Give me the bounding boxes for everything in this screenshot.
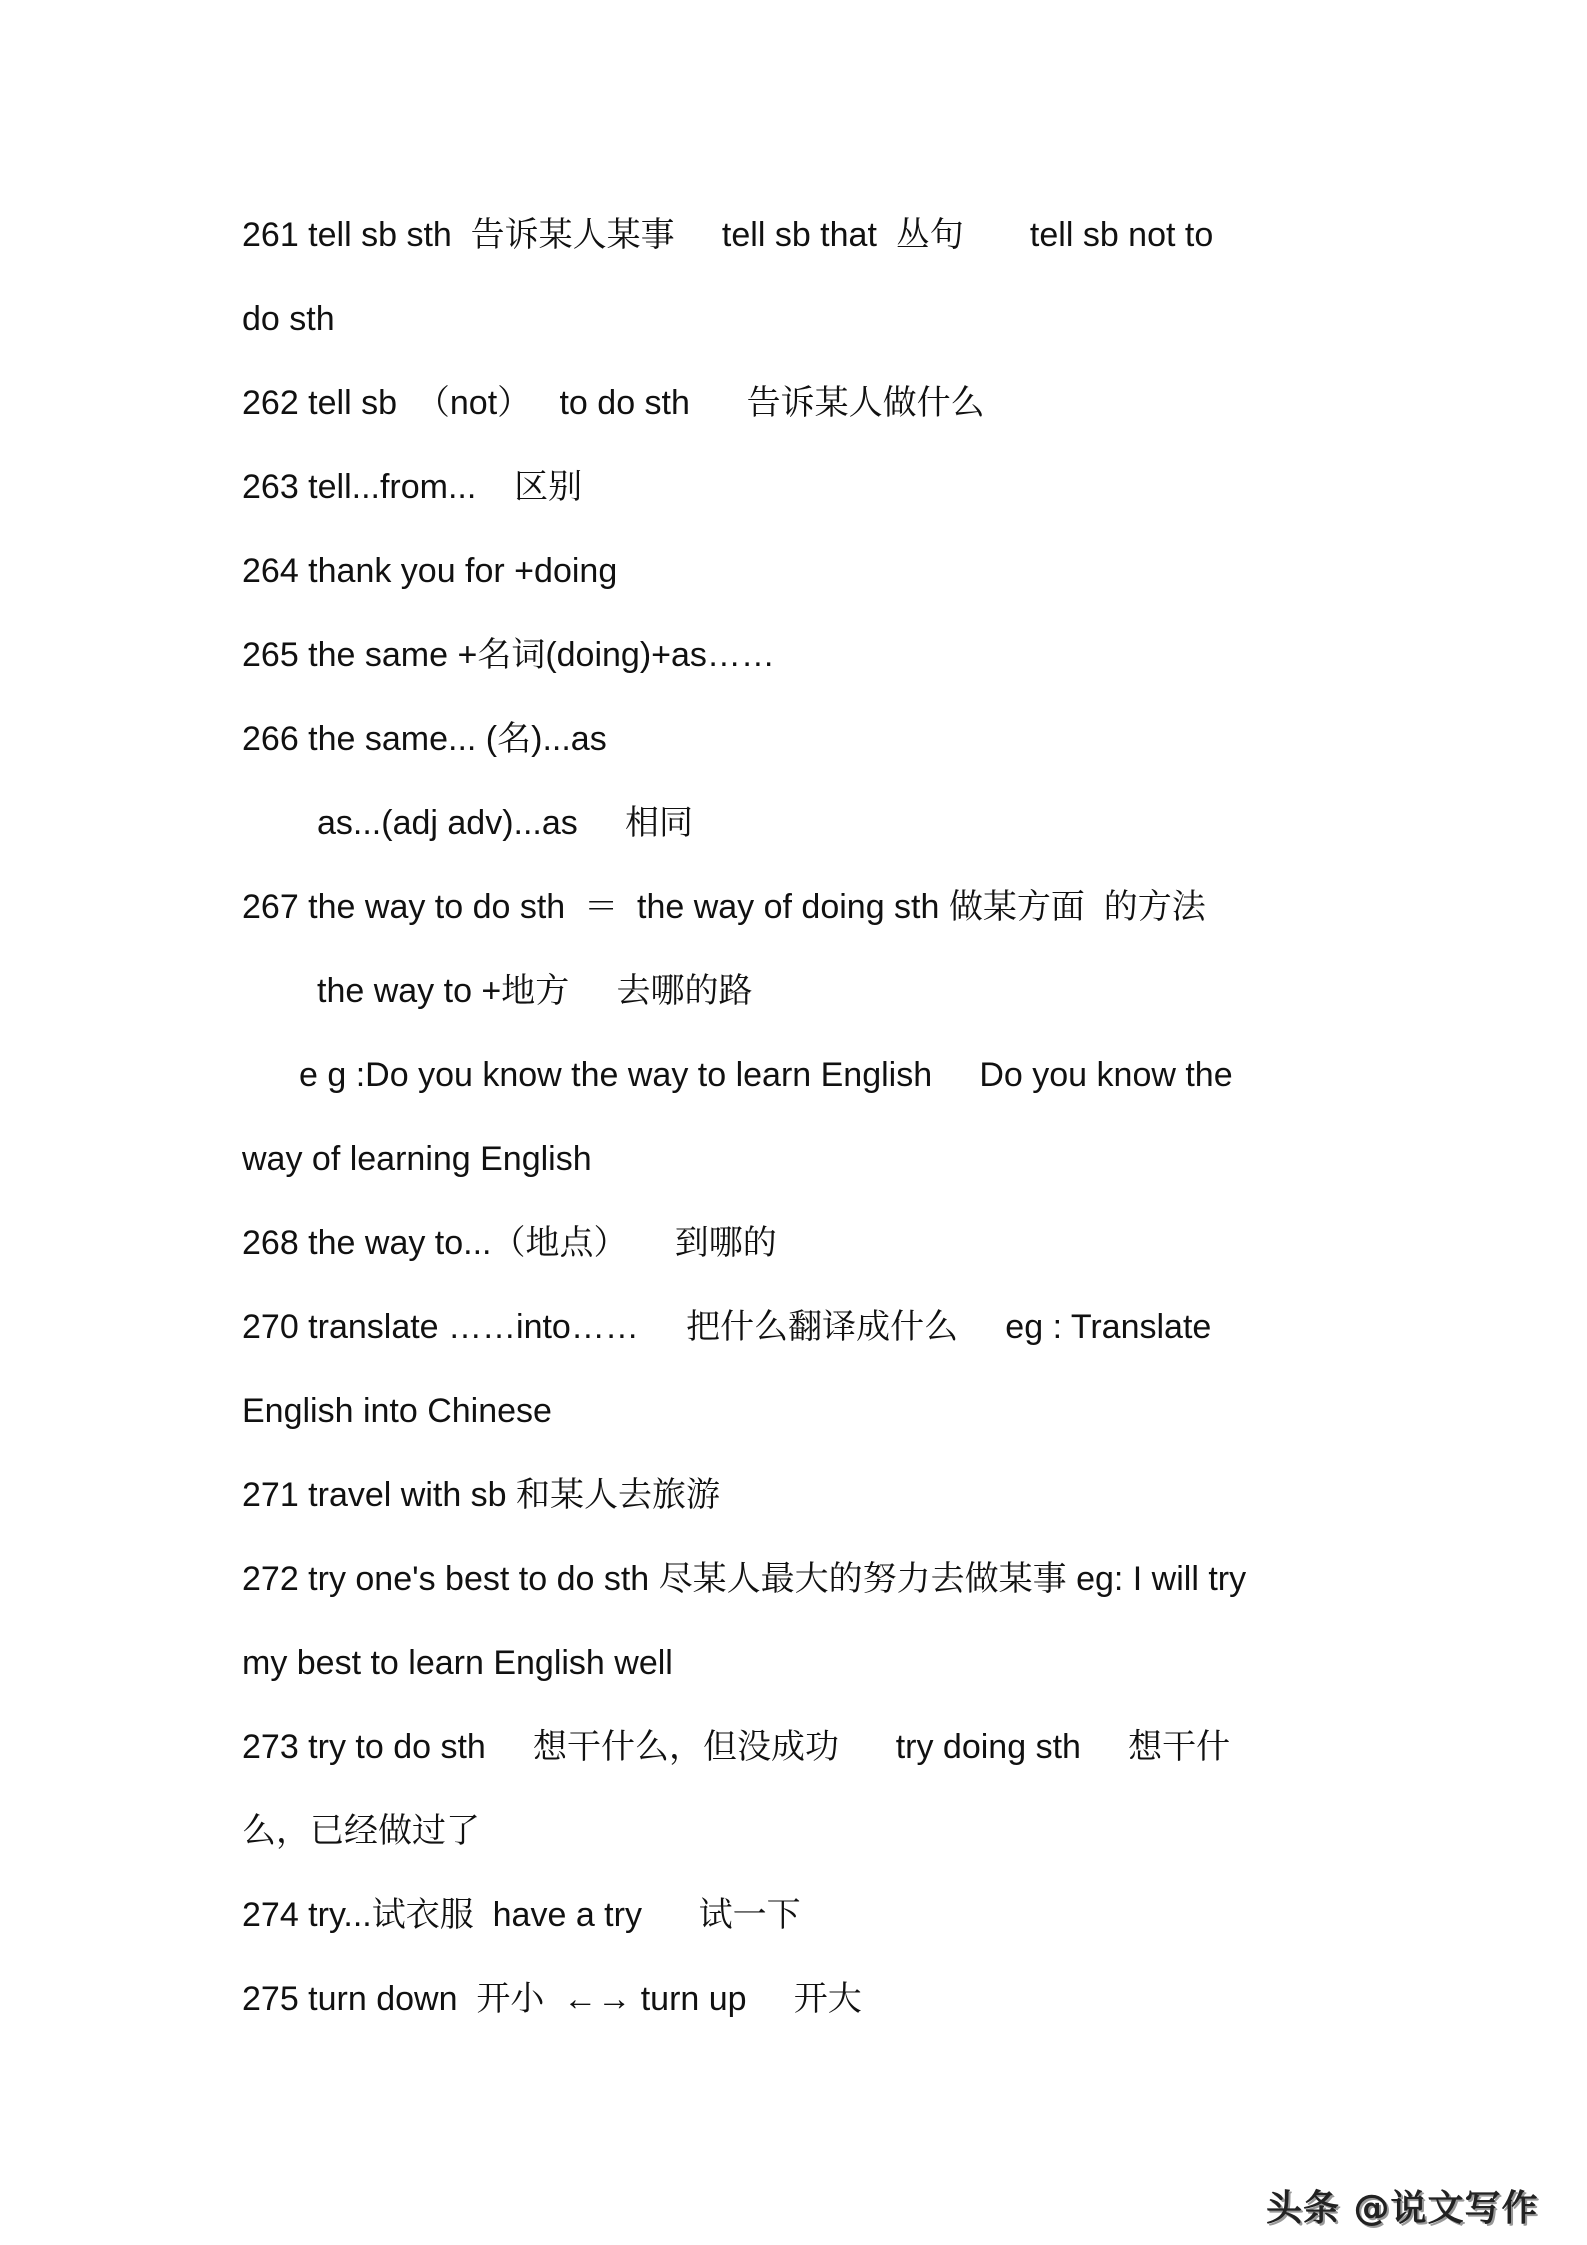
text-line: 270 translate ……into…… 把什么翻译成什么 eg : Translate <box>242 1308 1212 1346</box>
text-line: 么，已经做过了 <box>242 1812 480 1850</box>
text-line: 267 the way to do sth ＝ the way of doing sth 做某方面 的方法 <box>242 888 1206 926</box>
text-line: 271 travel with sb 和某人去旅游 <box>242 1476 721 1514</box>
text-line: way of learning English <box>242 1140 592 1178</box>
watermark: 头条 @说文写作 <box>1266 2188 1539 2229</box>
text-line: 274 try...试衣服 have a try 试一下 <box>242 1896 801 1934</box>
text-line: the way to +地方 去哪的路 <box>317 972 753 1010</box>
text-line: 273 try to do sth 想干什么，但没成功 try doing sth 想干什 <box>242 1728 1231 1766</box>
text-line: my best to learn English well <box>242 1644 673 1682</box>
text-line: 264 thank you for +doing <box>242 552 618 590</box>
text-line: as...(adj adv)...as 相同 <box>317 804 694 842</box>
text-line: e g :Do you know the way to learn English Do you know the <box>299 1056 1233 1094</box>
text-line: do sth <box>242 300 335 338</box>
text-line: 268 the way to...（地点） 到哪的 <box>242 1224 777 1262</box>
text-line: 275 turn down 开小 ←→ turn up 开大 <box>242 1980 862 2018</box>
text-line: 272 try one's best to do sth 尽某人最大的努力去做某事 eg: I will try <box>242 1560 1247 1598</box>
text-line: English into Chinese <box>242 1392 552 1430</box>
text-line: 262 tell sb （not） to do sth 告诉某人做什么 <box>242 384 985 422</box>
text-line: 266 the same... (名)...as <box>242 720 607 758</box>
text-line: 261 tell sb sth 告诉某人某事 tell sb that 丛句 tell sb not to <box>242 216 1214 254</box>
text-line: 263 tell...from... 区别 <box>242 468 583 506</box>
text-line: 265 the same +名词(doing)+as…… <box>242 636 775 674</box>
